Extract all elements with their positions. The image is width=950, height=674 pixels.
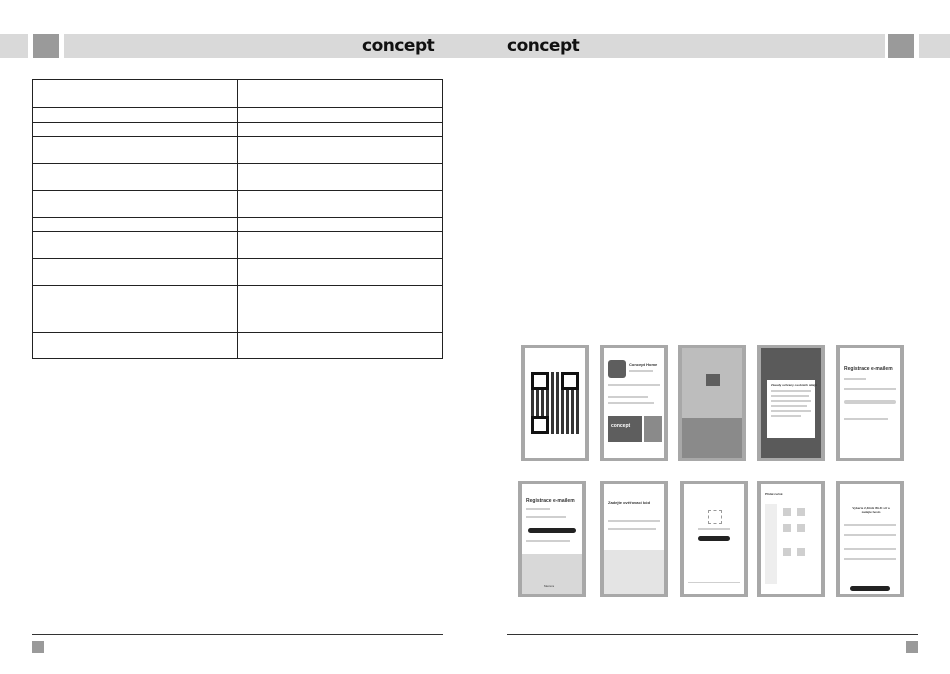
table-row: [33, 164, 443, 191]
table-row: [33, 191, 443, 218]
store-preview-image-2: [644, 416, 662, 442]
tab-bar: [688, 582, 740, 583]
table-cell-label: [33, 286, 238, 333]
phone-screenshot-add: [680, 481, 748, 597]
field: [844, 400, 896, 404]
footer-rule-right: [507, 634, 918, 635]
wifi-screen: [840, 484, 900, 594]
table-row: [33, 123, 443, 137]
table-cell-value: [238, 137, 443, 164]
table-row: [33, 259, 443, 286]
text-line: [526, 540, 570, 542]
table-cell-label: [33, 137, 238, 164]
keyboard-screen: [522, 484, 582, 594]
register-screen: [840, 348, 900, 458]
qr-finder: [561, 372, 579, 390]
category-list: [765, 504, 777, 584]
text-line: [771, 400, 811, 402]
text-line: [608, 384, 660, 386]
add-device-icon: [708, 510, 722, 524]
text-line: [698, 528, 730, 530]
qr-finder: [531, 416, 549, 434]
table-cell-value: [238, 218, 443, 232]
table-cell-label: [33, 80, 238, 108]
header-bar-left-edge: [0, 34, 28, 58]
text-line: [844, 524, 896, 526]
table-row: [33, 218, 443, 232]
header-square-left: [33, 34, 59, 58]
table-cell-value: [238, 259, 443, 286]
table-cell-label: [33, 218, 238, 232]
header-bar: [64, 34, 885, 58]
register-title: Registrace e-mailem: [844, 366, 893, 372]
table-cell-label: [33, 191, 238, 218]
footer-rule-left: [32, 634, 443, 635]
table-cell-value: [238, 108, 443, 123]
register-title-2: Registrace e-mailem: [526, 498, 575, 504]
text-line: [526, 516, 566, 518]
store-app-name: Concept Home: [629, 362, 658, 367]
table-cell-value: [238, 191, 443, 218]
text-line: [608, 402, 654, 404]
phone-screenshot-store: [600, 345, 668, 461]
device-icon: [783, 548, 791, 556]
text-line: [771, 390, 811, 392]
room-floor: [682, 418, 742, 458]
verify-screen: [604, 484, 664, 594]
house-icon: [706, 374, 720, 386]
table-row: [33, 286, 443, 333]
table-row: [33, 108, 443, 123]
next-button: [850, 586, 890, 591]
store-preview-image: [608, 416, 642, 442]
text-line: [608, 396, 648, 398]
table-cell-label: [33, 164, 238, 191]
text-line: [629, 370, 653, 372]
phone-screenshot-room: [678, 345, 746, 461]
keyboard: [522, 554, 582, 594]
table-cell-value: [238, 123, 443, 137]
device-icon: [783, 524, 791, 532]
qr-finder: [531, 372, 549, 390]
phone-screenshot-keyboard: [518, 481, 586, 597]
device-icon: [783, 508, 791, 516]
privacy-dialog: [767, 380, 815, 438]
table-cell-value: [238, 80, 443, 108]
verify-title: Zadejte ověřovací kód: [608, 500, 651, 505]
text-line: [844, 418, 888, 420]
phone-screenshot-qr: [521, 345, 589, 461]
text-line: [771, 395, 809, 397]
text-line: [526, 508, 550, 510]
numpad: [604, 550, 664, 594]
keyboard-space-key: Mezera: [544, 584, 555, 588]
phone-screenshot-dialog: [757, 345, 825, 461]
dialog-title: Zásady ochrany osobních údajů: [771, 383, 817, 387]
device-icon: [797, 508, 805, 516]
table-cell-label: [33, 108, 238, 123]
wifi-title: Vyberte 2,4GHz Wi-Fi síť a zadejte heslo: [852, 506, 890, 514]
table-row: [33, 80, 443, 108]
table-cell-label: [33, 232, 238, 259]
text-line: [771, 415, 801, 417]
submit-button: [528, 528, 576, 533]
device-icon: [797, 524, 805, 532]
store-screen: [604, 348, 664, 458]
add-device-button: [698, 536, 730, 541]
room-photo: [682, 348, 742, 458]
table-cell-value: [238, 164, 443, 191]
text-line: [844, 378, 866, 380]
table-cell-label: [33, 259, 238, 286]
table-cell-label: [33, 123, 238, 137]
table-row: [33, 232, 443, 259]
table-cell-value: [238, 232, 443, 259]
text-line: [771, 405, 807, 407]
text-line: [608, 520, 660, 522]
table-cell-value: [238, 333, 443, 359]
text-line: [844, 388, 896, 390]
app-icon: [608, 360, 626, 378]
phone-screenshot-verify: [600, 481, 668, 597]
qr-code-icon: [525, 348, 585, 458]
device-icon: [797, 548, 805, 556]
table-row: [33, 333, 443, 359]
phone-screenshot-device-list: [757, 481, 825, 597]
text-line: [771, 410, 811, 412]
text-line: [844, 548, 896, 550]
table-cell-label: [33, 333, 238, 359]
add-screen: [684, 484, 744, 594]
footer-square-left: [32, 641, 44, 653]
phone-screenshot-wifi: [836, 481, 904, 597]
dialog-screen: [761, 348, 821, 458]
text-line: [844, 534, 896, 536]
text-line: [844, 558, 896, 560]
add-device-title: Přidat ručně: [765, 492, 783, 496]
device-list-screen: [761, 484, 821, 594]
table-row: [33, 137, 443, 164]
brand-logo-left: concept: [362, 36, 435, 56]
spec-table: [32, 79, 443, 359]
brand-logo-right: concept: [507, 36, 580, 56]
phone-screenshot-register: [836, 345, 904, 461]
text-line: [608, 528, 656, 530]
header-square-right: [888, 34, 914, 58]
table-cell-value: [238, 286, 443, 333]
footer-square-right: [906, 641, 918, 653]
store-brand: concept: [611, 423, 631, 429]
header-bar-right-edge: [919, 34, 950, 58]
